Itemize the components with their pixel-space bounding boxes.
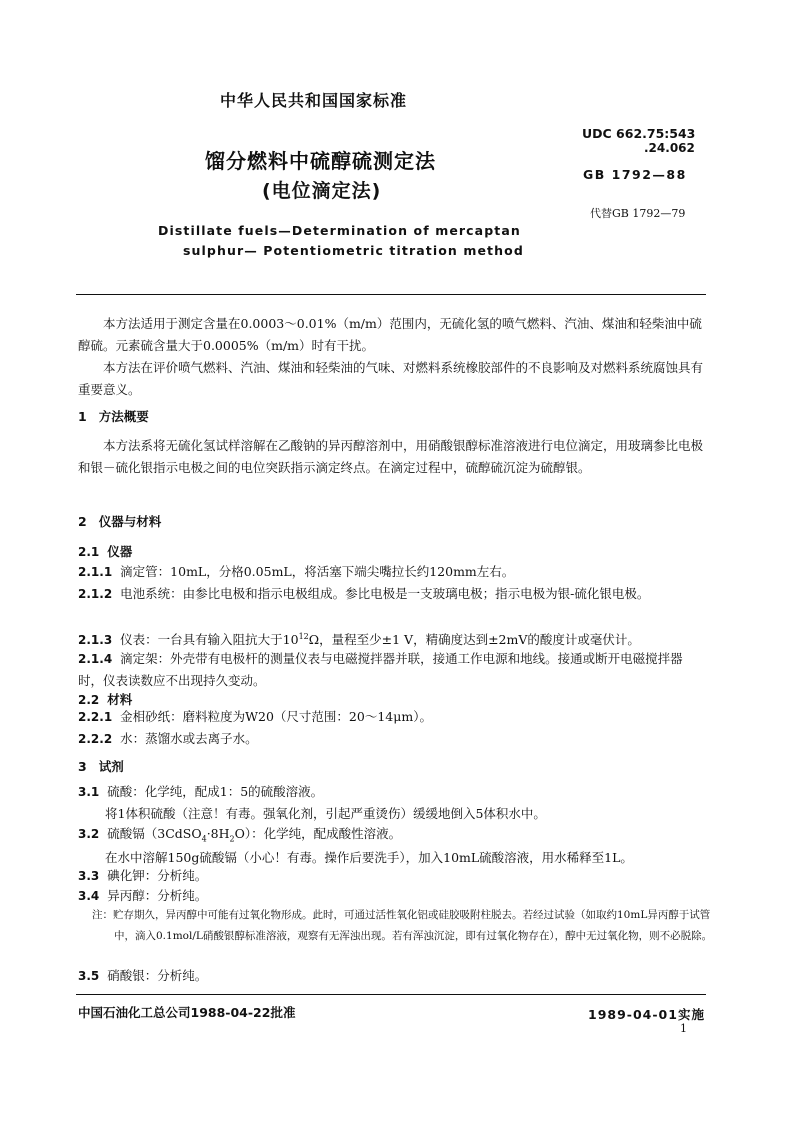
- gb-number: GB 1792—88: [583, 167, 687, 182]
- intro-paragraph-1: 本方法适用于测定含量在0.0003～0.01%（m/m）范围内，无硫化氢的喷气燃料、汽油、煤油和轻柴油中硫醇硫。元素硫含量大于0.0005%（m/m）时有干扰。: [78, 316, 702, 353]
- section-2-1-number: 2.1: [78, 545, 100, 559]
- standard-org: 中华人民共和国国家标准: [220, 91, 408, 110]
- page-number: 1: [680, 1022, 687, 1035]
- udc-code-line2: .24.062: [644, 141, 695, 155]
- item-2-1-3-number: 2.1.3: [78, 633, 113, 648]
- udc-code-line1: UDC 662.75:543: [582, 126, 696, 141]
- replaces-standard: 代替GB 1792—79: [590, 207, 686, 220]
- document-subtitle: (电位滴定法): [262, 180, 382, 202]
- item-2-2-1-text: 金相砂纸：磨料粒度为W20（尺寸范围：20～14μm）。: [120, 709, 432, 724]
- item-3-4-note: 注：贮存期久，异丙醇中可能有过氧化物形成。此时，可通过活性氧化铝或硅胶吸附柱脱去。若经过试验（如取约10mL异丙醇于试管中，滴入0.1mol/L硝酸银醇标准溶液，观察有无浑浊出现。若有浑浊沉淀，即有过氧化物存在），醇中无过氧化物，则不必脱除。: [92, 909, 713, 942]
- document-title: 馏分燃料中硫醇硫测定法: [205, 149, 436, 173]
- section-3-heading: [78, 757, 124, 775]
- section-2-2-title: 材料: [107, 692, 133, 707]
- item-3-5-number: 3.5: [78, 969, 100, 983]
- item-2-1-3-exponent: 12: [298, 632, 309, 641]
- item-2-1-2-number: 2.1.2: [78, 587, 113, 601]
- section-2-number: 2: [78, 514, 87, 529]
- item-2-1-4: [78, 648, 706, 692]
- item-3-4-text: 异丙醇：分析纯。: [107, 888, 208, 903]
- section-2-title: 仪器与材料: [98, 514, 162, 529]
- section-2-heading: [78, 512, 161, 530]
- item-3-3-number: 3.3: [78, 869, 100, 883]
- item-3-2-text-c: O）：化学纯，配成酸性溶液。: [234, 826, 402, 841]
- section-1-number: 1: [78, 409, 87, 424]
- section-1-text: 本方法系将无硫化氢试样溶解在乙酸钠的异丙醇溶剂中，用硝酸银醇标准溶液进行电位滴定，用玻璃参比电极和银－硫化银指示电极之间的电位突跃指示滴定终点。在滴定过程中，硫醇硫沉淀为硫醇银。: [78, 438, 704, 475]
- approval-line: 中国石油化工总公司1988-04-22批准: [78, 1005, 296, 1020]
- item-3-1-number: 3.1: [78, 785, 100, 799]
- item-2-1-4-number: 2.1.4: [78, 652, 113, 666]
- section-2-1-heading: [78, 542, 132, 560]
- item-2-1-1-number: 2.1.1: [78, 565, 113, 579]
- section-1-heading: [78, 407, 149, 425]
- section-3-title: 试剂: [98, 759, 124, 774]
- item-3-5-text: 硝酸银：分析纯。: [107, 968, 208, 983]
- item-3-2-sub-1: 4: [201, 834, 207, 844]
- footer-divider: [76, 994, 706, 995]
- item-2-2-1-number: 2.2.1: [78, 710, 113, 724]
- intro-paragraph-2: 本方法在评价喷气燃料、汽油、煤油和轻柴油的气味、对燃料系统橡胶部件的不良影响及对燃料系统腐蚀具有重要意义。: [78, 360, 704, 397]
- item-3-1: [78, 781, 706, 803]
- english-title-line2: sulphur— Potentiometric titration method: [183, 243, 524, 258]
- item-2-1-1: [78, 561, 706, 583]
- item-2-1-1-text: 滴定管：10mL，分格0.05mL，将活塞下端尖嘴拉长约120mm左右。: [120, 564, 515, 579]
- item-3-2-text-b: ·8H: [206, 826, 230, 841]
- effective-date: 1989-04-01实施: [588, 1007, 705, 1022]
- item-3-3: [78, 865, 706, 887]
- item-2-1-3-text-b: Ω，量程至少±1 V，精确度达到±2mV的酸度计或毫伏计。: [308, 632, 640, 648]
- item-3-3-text: 碘化钾：分析纯。: [107, 868, 208, 883]
- section-2-2-number: 2.2: [78, 693, 100, 707]
- item-2-1-3-text-a: 仪表：一台具有输入阻抗大于10: [120, 632, 299, 648]
- item-2-2-1: [78, 706, 706, 728]
- item-3-2-sub-2: 2: [229, 834, 235, 844]
- item-2-2-2: [78, 728, 706, 750]
- item-3-4: [78, 885, 706, 907]
- item-3-2-text-a: 硫酸镉（3CdSO: [107, 826, 202, 841]
- item-3-1-detail: 将1体积硫酸（注意！有毒。强氧化剂，引起严重烫伤）缓缓地倒入5体积水中。: [105, 806, 546, 821]
- item-2-2-2-number: 2.2.2: [78, 732, 113, 746]
- item-3-1-text: 硫酸：化学纯，配成1：5的硫酸溶液。: [107, 784, 324, 799]
- header-divider: [76, 294, 706, 295]
- section-1-title: 方法概要: [98, 409, 149, 424]
- section-2-1-title: 仪器: [107, 544, 133, 559]
- section-3-number: 3: [78, 759, 87, 774]
- item-2-1-2-text: 电池系统：由参比电极和指示电极组成。参比电极是一支玻璃电极；指示电极为银-硫化银电极。: [120, 586, 650, 601]
- item-2-2-2-text: 水：蒸馏水或去离子水。: [120, 731, 258, 746]
- english-title-line1: Distillate fuels—Determination of mercaptan: [158, 223, 521, 238]
- item-3-2-detail: 在水中溶解150g硫酸镉（小心！有毒。操作后要洗手），加入10mL硫酸溶液，用水稀释至1L。: [105, 850, 633, 865]
- item-2-1-4-text: 滴定架：外壳带有电极杆的测量仪表与电磁搅拌器并联，接通工作电源和地线。接通或断开电磁搅拌器时，仪表读数应不出现持久变动。: [78, 651, 683, 688]
- item-3-4-number: 3.4: [78, 889, 100, 903]
- item-3-2-number: 3.2: [78, 827, 100, 841]
- item-3-5: [78, 965, 706, 987]
- item-2-1-2: [78, 583, 706, 605]
